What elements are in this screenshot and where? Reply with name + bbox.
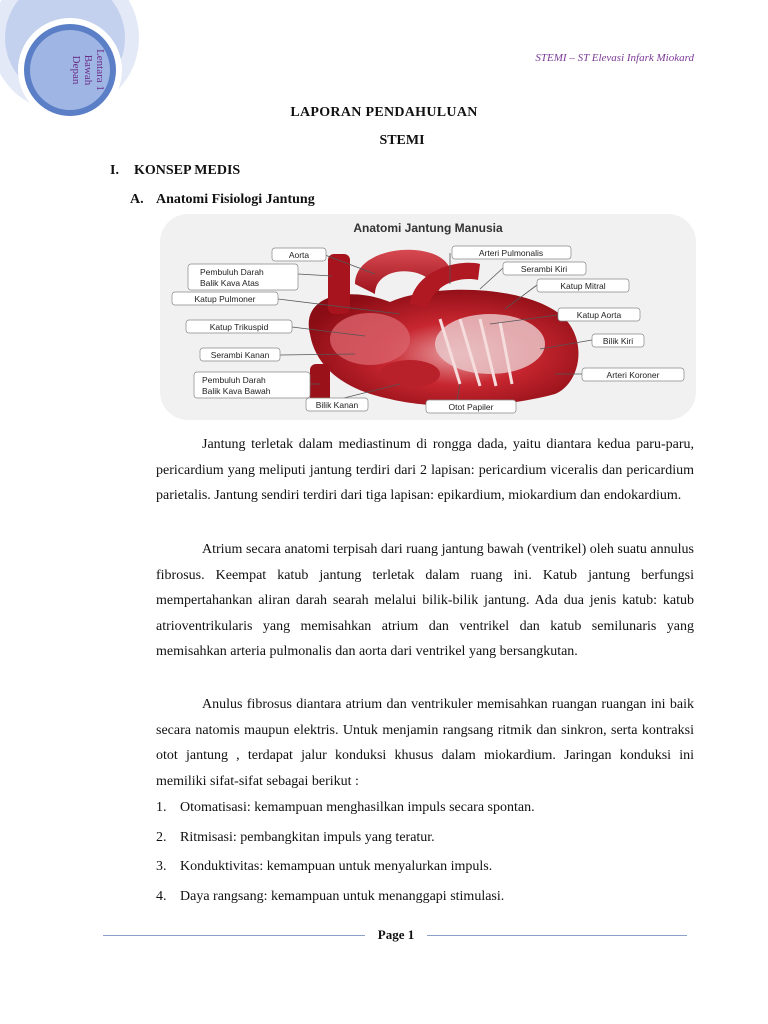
label-katup-trikuspid: Katup Trikuspid [209,322,269,332]
section-number: I. [110,163,119,178]
list-item-number: 3. [156,859,167,874]
label-bilik-kanan: Bilik Kanan [315,400,359,410]
label-arteri-koroner: Arteri Koroner [606,370,660,380]
subsection-number: A. [130,192,144,207]
paragraph-3-text: Anulus fibrosus diantara atrium dan ventrikuler memisahkan ruangan ruangan ini baik secara natomis maupun elektris. Untuk menjamin rangsang ritmik dan sinkron, serta kontraksi otot jantung , terdapat jalur konduksi khusus dalam miokardium. Jaringan konduksi ini memiliki sifat-sifat sebagai berikut : [156,697,694,789]
label-aorta: Aorta [288,250,310,260]
list-item-text: Otomatisasi: kemampuan menghasilkan impuls secara spontan. [180,800,535,815]
label-pembuluh-atas-1: Pembuluh Darah [200,267,264,277]
side-tab-line3: Depan [70,55,82,85]
label-katup-mitral: Katup Mitral [560,281,606,291]
section-label: KONSEP MEDIS [134,163,241,178]
list-item-number: 1. [156,800,167,815]
list-item-number: 2. [156,829,167,845]
list-item [156,885,696,915]
paragraph-1 [156,432,694,509]
side-tab-label [46,40,106,100]
label-serambi-kanan: Serambi Kanan [210,350,270,360]
list-item-text: Konduktivitas: kemampuan untuk menyalurkan impuls. [180,859,493,874]
right-atrium-shape [330,313,410,365]
label-pembuluh-bawah-1: Pembuluh Darah [202,375,266,385]
side-tab-line1: Lentara 1 [94,49,106,91]
heart-anatomy-figure [160,214,696,420]
list-item-number: 4. [156,888,167,904]
label-otot-papiler: Otot Papiler [448,402,494,412]
paragraph-1-text: Jantung terletak dalam mediastinum di rongga dada, yaitu diantara kedua paru-paru, pericardium yang meliputi jantung terdiri dari 2 lapisan: pericardium viceralis dan pericardium parietalis. Jantung sendiri terdiri dari tiga lapisan: epikardium, miokardium dan endokardium. [156,437,694,503]
label-serambi-kiri: Serambi Kiri [520,264,568,274]
footer-rule-left [103,935,365,936]
paragraph-2 [156,537,694,665]
paragraph-3 [156,692,694,794]
label-katup-aorta: Katup Aorta [576,310,622,320]
label-arteri-pulmonalis: Arteri Pulmonalis [478,248,544,258]
subsection-heading [130,192,315,208]
list-item [156,855,696,885]
list-item-text: Ritmisasi: pembangkitan impuls yang teratur. [180,829,435,845]
subsection-label: Anatomi Fisiologi Jantung [156,192,315,207]
label-pembuluh-atas-2: Balik Kava Atas [200,278,260,288]
document-subtitle: STEMI [379,133,425,148]
list-item [156,796,696,826]
figure-title: Anatomi Jantung Manusia [353,221,503,235]
list-item [156,826,696,856]
page-number: Page 1 [377,927,415,942]
label-pembuluh-bawah-2: Balik Kava Bawah [202,386,271,396]
section-heading [110,163,240,179]
list-item-text: Daya rangsang: kemampuan untuk menanggapi stimulasi. [180,888,505,904]
conduction-properties-list [156,796,696,914]
running-header: STEMI – ST Elevasi Infark Miokard [535,52,694,64]
side-tab-line2: Bawah [82,54,94,86]
right-ventricle-shape [380,360,440,388]
document-title: LAPORAN PENDAHULUAN [290,105,478,120]
paragraph-2-text: Atrium secara anatomi terpisah dari ruang jantung bawah (ventrikel) oleh suatu annulus fibrosus. Keempat katub jantung terletak dalam ruang ini. Katub jantung berfungsi mempertahankan aliran darah searah melalui bilik-bilik jantung. Ada dua jenis katub: katub atrioventrikularis yang memisahkan atrium dan ventrikel dan katub semilunaris yang memisahkan arteria pulmonalis dan aorta dari ventrikel yang bersangkutan. [156,542,694,659]
label-katup-pulmoner: Katup Pulmoner [194,294,256,304]
footer-rule-right [427,935,687,936]
label-bilik-kiri: Bilik Kiri [602,336,634,346]
